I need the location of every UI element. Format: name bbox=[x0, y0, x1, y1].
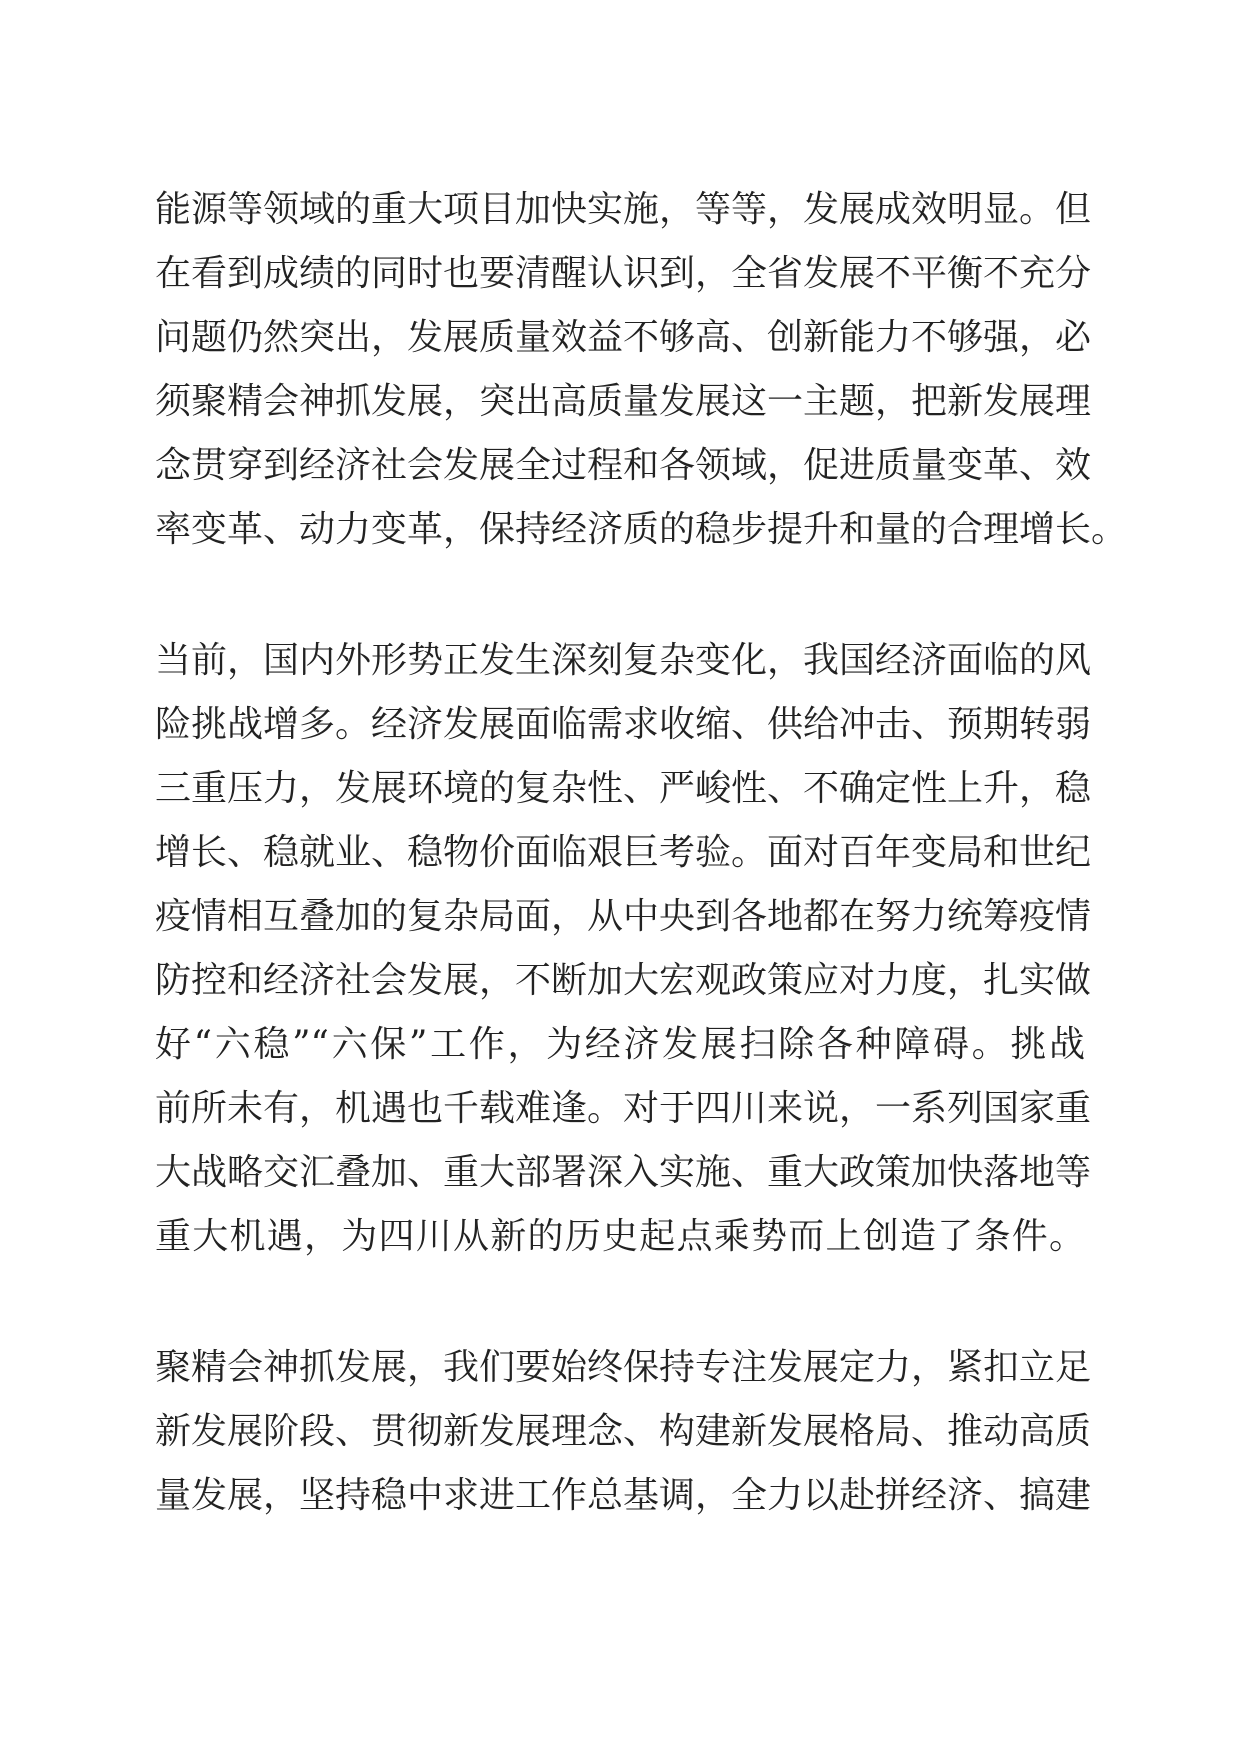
paragraph-3 bbox=[155, 1336, 1092, 1528]
text-line: 三重压力，发展环境的复杂性、严峻性、不确定性上升，稳 bbox=[155, 768, 1092, 809]
text-line: 念贯穿到经济社会发展全过程和各领域，促进质量变革、效 bbox=[155, 445, 1092, 486]
text-line: 增长、稳就业、稳物价面临艰巨考验。面对百年变局和世纪 bbox=[155, 832, 1092, 873]
text-line: 能源等领域的重大项目加快实施，等等，发展成效明显。但 bbox=[155, 189, 1092, 230]
text-line: 量发展，坚持稳中求进工作总基调，全力以赴拼经济、搞建 bbox=[155, 1475, 1092, 1516]
text-line: 前所未有，机遇也千载难逢。对于四川来说，一系列国家重 bbox=[155, 1088, 1092, 1129]
text-line: 新发展阶段、贯彻新发展理念、构建新发展格局、推动高质 bbox=[155, 1411, 1092, 1452]
text-line: 聚精会神抓发展，我们要始终保持专注发展定力，紧扣立足 bbox=[155, 1347, 1092, 1388]
text-line: 防控和经济社会发展，不断加大宏观政策应对力度，扎实做 bbox=[155, 960, 1092, 1001]
text-line: 好“六稳”“六保”工作，为经济发展扫除各种障碍。挑战 bbox=[155, 1024, 1085, 1065]
text-line: 在看到成绩的同时也要清醒认识到，全省发展不平衡不充分 bbox=[155, 253, 1092, 294]
text-line: 须聚精会神抓发展，突出高质量发展这一主题，把新发展理 bbox=[155, 381, 1092, 422]
text-line: 险挑战增多。经济发展面临需求收缩、供给冲击、预期转弱 bbox=[155, 704, 1092, 745]
text-line: 大战略交汇叠加、重大部署深入实施、重大政策加快落地等 bbox=[155, 1152, 1092, 1193]
paragraph-2 bbox=[155, 629, 1092, 1269]
paragraph-1 bbox=[155, 178, 1128, 562]
text-line: 疫情相互叠加的复杂局面，从中央到各地都在努力统筹疫情 bbox=[155, 896, 1092, 937]
text-line: 重大机遇，为四川从新的历史起点乘势而上创造了条件。 bbox=[155, 1216, 1085, 1257]
text-line: 率变革、动力变革，保持经济质的稳步提升和量的合理增长。 bbox=[155, 509, 1128, 550]
text-line: 当前，国内外形势正发生深刻复杂变化，我国经济面临的风 bbox=[155, 640, 1092, 681]
text-line: 问题仍然突出，发展质量效益不够高、创新能力不够强，必 bbox=[155, 317, 1092, 358]
